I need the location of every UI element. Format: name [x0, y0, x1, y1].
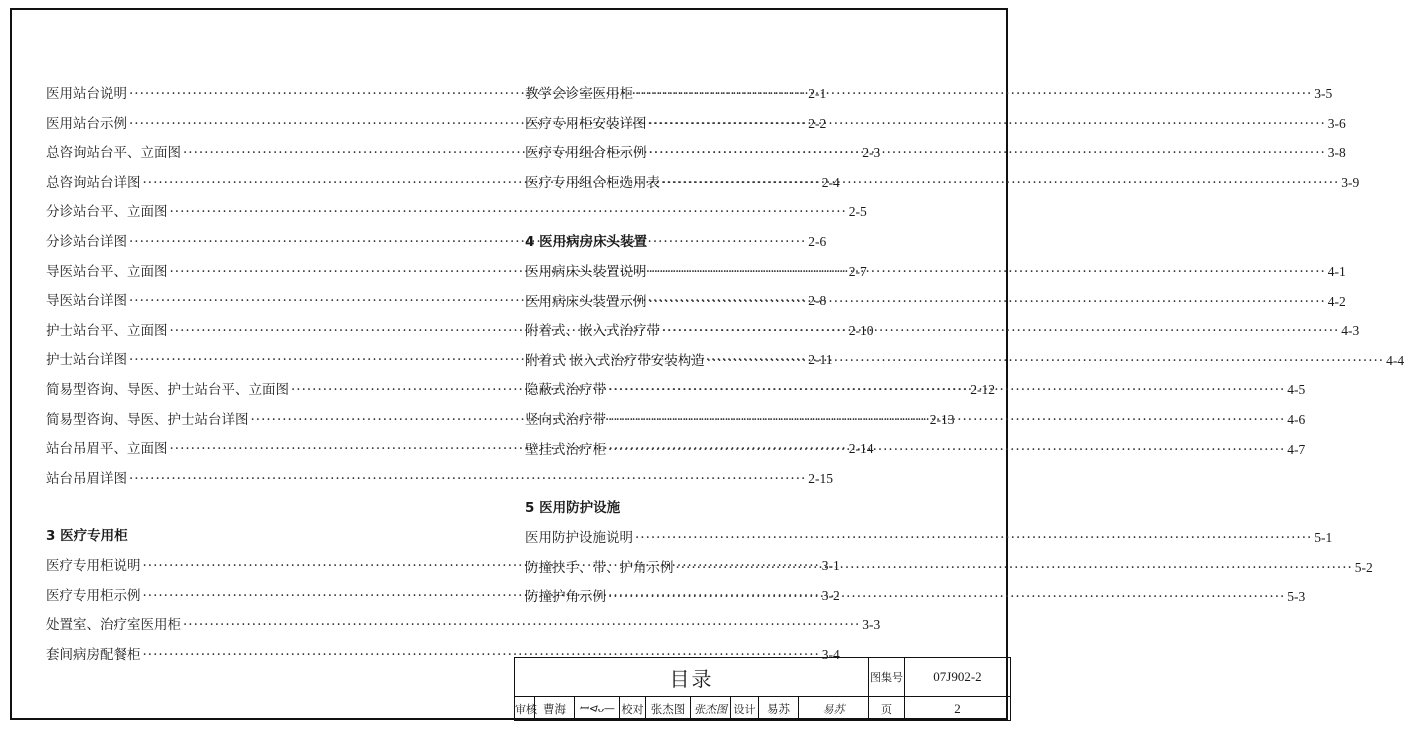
toc-entry-page: 2-5 — [848, 204, 867, 220]
toc-entry-page: 3-9 — [1341, 174, 1360, 190]
toc-entry-title: 简易型咨询、导医、护士站台详图 — [46, 411, 249, 428]
toc-entry — [525, 558, 1373, 578]
dot-leader — [129, 232, 806, 252]
toc-entry-title: 简易型咨询、导医、护士站台平、立面图 — [46, 382, 289, 398]
toc-entry-title: 医用站台示例 — [46, 115, 127, 132]
toc-entry-title: 医疗专用组合柜示例 — [525, 145, 647, 162]
toc-entry-page: 5-2 — [1354, 559, 1373, 575]
atlas-number-label: 图集号 — [869, 658, 905, 697]
toc-entry-title: 护士站台详图 — [46, 352, 127, 369]
toc-entry-title: 医疗专用柜说明 — [46, 558, 141, 574]
toc-entry-title: 总咨询站台平、立面图 — [46, 145, 181, 162]
toc-entry-page: 2-10 — [848, 322, 874, 338]
toc-entry — [46, 615, 881, 635]
toc-entry-title: 分诊站台平、立面图 — [46, 204, 168, 221]
design-label: 设计 — [731, 697, 759, 721]
toc-entry-title: 防撞护角示例 — [525, 589, 606, 606]
toc-entry — [525, 321, 1360, 341]
toc-entry-page: 2-13 — [929, 411, 955, 427]
dot-leader — [649, 292, 1326, 312]
toc-entry-title: 套间病房配餐柜 — [46, 646, 141, 663]
toc-entry-page: 4-5 — [1287, 382, 1306, 398]
toc-entry-title: 医用病床头装置说明 — [525, 264, 647, 280]
toc-entry-page: 2-7 — [848, 263, 867, 279]
toc-entry-title: 医用病床头装置示例 — [525, 293, 647, 310]
toc-entry — [525, 528, 1333, 548]
toc-entry-title: 医用防护设施说明 — [525, 530, 633, 546]
dot-leader — [608, 380, 1285, 400]
toc-entry — [525, 173, 1360, 193]
toc-entry-title: 处置室、治疗室医用柜 — [46, 617, 181, 634]
dot-leader — [608, 410, 1285, 430]
toc-entry-page: 2-12 — [970, 382, 996, 397]
title-block — [514, 657, 1010, 720]
toc-entry — [525, 440, 1306, 460]
toc-entry-page: 3-6 — [1327, 115, 1346, 131]
toc-entry-page: 2-4 — [821, 174, 840, 190]
section-heading: 5 医用防护设施 — [525, 500, 621, 516]
toc-entry — [525, 292, 1346, 312]
toc-entry-page: 2-8 — [808, 293, 827, 309]
toc-entry — [525, 410, 1306, 430]
toc-entry-page: 2-1 — [808, 86, 827, 101]
dot-leader — [129, 469, 806, 489]
toc-entry-title: 医用站台说明 — [46, 86, 127, 102]
section-heading: 3 医疗专用柜 — [46, 528, 128, 544]
dot-leader — [676, 558, 1353, 578]
dot-leader — [649, 143, 1326, 163]
toc-entry-page: 5-1 — [1314, 530, 1333, 545]
toc-entry-page: 3-1 — [821, 558, 840, 573]
toc-entry — [46, 469, 834, 489]
dot-leader — [183, 615, 860, 635]
toc-entry-title: 壁挂式治疗柜 — [525, 441, 606, 458]
toc-entry-page: 2-6 — [808, 234, 827, 249]
toc-entry — [525, 114, 1346, 134]
toc-entry-title: 站台吊眉平、立面图 — [46, 441, 168, 458]
toc-entry — [525, 84, 1333, 104]
toc-entry-title: 医疗专用柜安装详图 — [525, 115, 647, 132]
design-signature: 易苏 — [799, 697, 869, 721]
toc-entry-page: 3-5 — [1314, 86, 1333, 101]
toc-entry-page: 4-2 — [1327, 293, 1346, 309]
toc-entry-page: 4-6 — [1287, 412, 1306, 427]
toc-entry — [46, 202, 867, 222]
toc-entry-page: 2-2 — [808, 115, 827, 131]
check-signature: 张杰图 — [691, 697, 731, 721]
toc-entry-page: 4-4 — [1386, 352, 1404, 368]
toc-entry-title: 附着式、嵌入式治疗带 — [525, 323, 660, 340]
toc-entry-page: 2-14 — [848, 441, 874, 457]
toc-entry — [525, 143, 1346, 163]
toc-entry-title: 防撞扶手、带、护角示例 — [525, 559, 674, 576]
toc-entry-page: 2-15 — [808, 470, 834, 486]
toc-entry-page: 4-3 — [1341, 323, 1360, 339]
toc-entry — [46, 645, 840, 665]
dot-leader — [635, 528, 1312, 548]
toc-entry-title: 医疗专用柜示例 — [46, 587, 141, 604]
toc-entry — [525, 587, 1306, 607]
toc-entry-page: 4-1 — [1327, 264, 1346, 279]
dot-leader — [608, 440, 1285, 460]
page-label: 页 — [869, 697, 905, 721]
toc-entry-title: 竖向式治疗带 — [525, 412, 606, 428]
section-heading: 4 医用病房床头装置 — [525, 234, 648, 250]
toc-entry-page: 5-3 — [1287, 589, 1306, 605]
toc-entry-title: 隐蔽式治疗带 — [525, 382, 606, 399]
dot-leader — [662, 173, 1339, 193]
toc-entry-title: 导医站台详图 — [46, 293, 127, 310]
dot-leader — [649, 262, 1326, 282]
toc-entry-title: 总咨询站台详图 — [46, 174, 141, 191]
toc-entry-page: 2-11 — [808, 352, 833, 368]
toc-entry — [525, 351, 1404, 371]
toc-entry-title: 医疗专用组合柜选用表 — [525, 174, 660, 191]
atlas-number: 07J902-2 — [905, 658, 1011, 697]
toc-entry-page: 2-3 — [862, 145, 881, 161]
dot-leader — [635, 84, 1312, 104]
check-label: 校对 — [620, 697, 646, 721]
toc-entry-title: 教学会诊室医用柜 — [525, 86, 633, 102]
toc-entry-title: 附着式 嵌入式治疗带安装构造 — [525, 352, 705, 369]
review-name: 曹海 — [535, 697, 575, 721]
toc-entry — [525, 262, 1346, 282]
dot-leader — [649, 114, 1326, 134]
dot-leader — [608, 587, 1285, 607]
toc-entry-page: 4-7 — [1287, 441, 1306, 457]
review-signature: ꟷ⊲ᴗ— — [575, 697, 620, 721]
toc-entry-title: 站台吊眉详图 — [46, 470, 127, 487]
dot-leader — [707, 351, 1384, 371]
dot-leader — [170, 202, 847, 222]
toc-entry-title: 导医站台平、立面图 — [46, 263, 168, 280]
check-name: 张杰图 — [646, 697, 691, 721]
review-label: 审核 — [515, 697, 535, 721]
design-name: 易苏 — [759, 697, 799, 721]
sheet-title: 目录 — [515, 658, 869, 697]
toc-entry-title: 分诊站台详图 — [46, 234, 127, 250]
page-number: 2 — [905, 697, 1011, 721]
dot-leader — [662, 321, 1339, 341]
toc-entry-page: 3-3 — [862, 617, 881, 633]
toc-entry-title: 护士站台平、立面图 — [46, 322, 168, 339]
toc-entry-page: 3-2 — [821, 587, 840, 603]
toc-entry-page: 3-4 — [821, 646, 840, 662]
toc-entry-page: 3-8 — [1327, 145, 1346, 161]
